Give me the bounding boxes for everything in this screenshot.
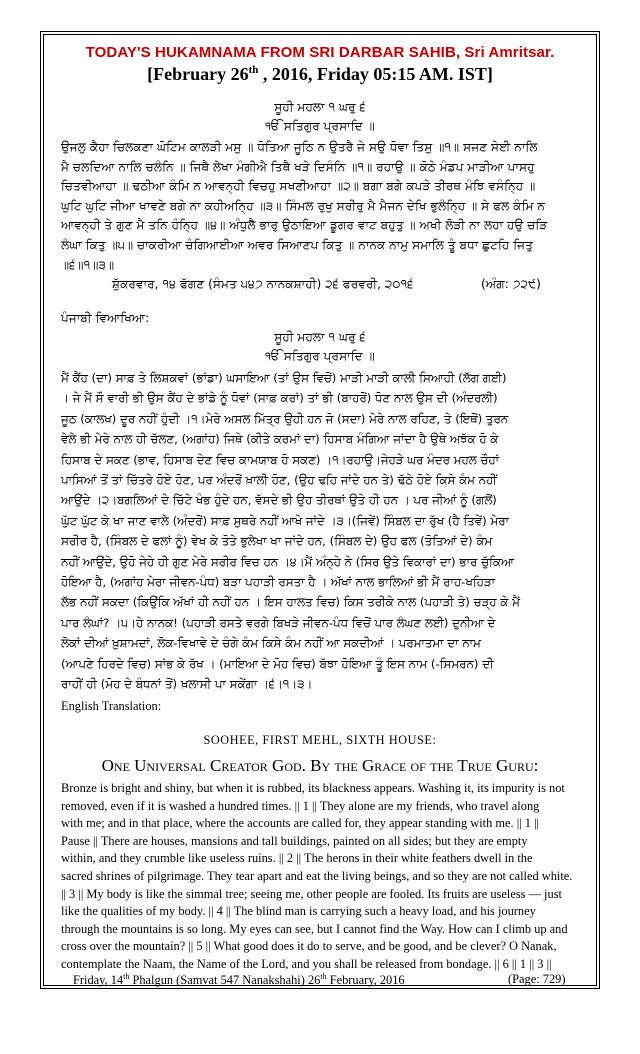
punjabi-line: ਲੋਕਾਂ ਦੀਆਂ ਖ਼ੁਸ਼ਾਮਦਾਂ, ਲੋਕ-ਵਿਖਾਵੇ ਦੇ ਚੰਗੇ ਕੰਮ ਕਿਸੇ ਕੰਮ ਨਹੀਂ ਆ ਸਕਦੀਆਂ । ਪਰਮਾਤਮਾ ਦਾ ਨਾਮ (61, 636, 481, 651)
gurbani-date: ਸ਼ੁੱਕਰਵਾਰ, ੧੪ ਫੱਗਣ (ਸੰਮਤ ੫੪੭ ਨਾਨਕਸ਼ਾਹੀ) ੨੬ ਫਰਵਰੀ, ੨੦੧੬ (112, 277, 414, 291)
english-line: Bronze is bright and shiny, but when it is rubbed, its blackness appears. Washing it, its impurity is not (61, 781, 565, 795)
gurbani-line: ॥੬॥੧॥੩॥ (61, 257, 115, 272)
punjabi-line: ਹਿਸਾਬ ਦੇ ਸਕਣ (ਭਾਵ, ਹਿਸਾਬ ਦੇਣ ਵਿਚ ਕਾਮਯਾਬ ਹੋ ਸਕਣ) ।੧।ਰਹਾਉ।ਜੇਹੜੇ ਘਰ ਮੰਦਰ ਮਹਲ ਚੌਹਾਂ (61, 452, 499, 467)
punjabi-line: ਲੱਭ ਨਹੀਂ ਸਕਦਾ (ਕਿਉਂਕਿ ਅੱਖਾਂ ਹੀ ਨਹੀਂ ਹਨ । ਇਸ ਹਾਲਤ ਵਿਚ) ਕਿਸ ਤਰੀਕੇ ਨਾਲ (ਪਹਾੜੀ ਤੇ) ਚੜ੍ਹ ਕੇ ਮੈਂ (61, 595, 520, 610)
gurbani-raag: ਸੂਹੀ ਮਹਲਾ ੧ ਘਰੁ ੬ (274, 100, 366, 114)
english-line: cross over the mountain? || 5 || What good does it do to serve, and be good, and be clever? O Nanak, (61, 939, 557, 954)
punjabi-line: ਪਾਸਿਆਂ ਤੋਂ ਤਾਂ ਚਿੱਤਰੇ ਹੋਏ ਹੋਣ, ਪਰ ਅੰਦਰੋਂ ਖ਼ਾਲੀ ਹੋਣ, (ਉਹ ਢਹਿ ਜਾਂਦੇ ਹਨ ਤੇ) ਢੱਠੇ ਹੋਏ ਕਿਸੇ ਕੰਮ ਨਹੀਂ (61, 473, 497, 488)
punjabi-line: ਮੈਂ ਕੈਂਹ (ਦਾ) ਸਾਫ਼ ਤੇ ਲਿਸ਼ਕਵਾਂ (ਭਾਂਡਾ) ਘਸਾਇਆ (ਤਾਂ ਉਸ ਵਿਚੋਂ) ਮਾੜੀ ਮਾੜੀ ਕਾਲੀ ਸਿਆਹੀ (ਲੱਗ ਗਈ) (61, 371, 507, 385)
punjabi-text (61, 368, 581, 695)
english-line: sacred shrines of pilgrimage. They tear apart and eat the living beings, and so they are not called white. (61, 868, 573, 883)
punjabi-line: ਨਹੀਂ ਆਉਂਦੇ, ਉਹੋ ਜੇਹੇ ਹੀ ਗੁਣ ਮੇਰੇ ਸਰੀਰ ਵਿਚ ਹਨ ।੪।ਮੈਂ ਅੰਨ੍ਹੇ ਨੇ (ਸਿਰ ਉਤੇ ਵਿਕਾਰਾਂ ਦਾ) ਭਾਰ ਚੁੱਕਿਆ (61, 554, 514, 569)
english-line: removed, even if it is washed a hundred times. || 1 || They alone are my friends, who travel along (61, 798, 540, 813)
punjabi-line: ਹੋਇਆ ਹੈ, (ਅਗਾਂਹ ਮੇਰਾ ਜੀਵਨ-ਪੰਧ) ਬੜਾ ਪਹਾੜੀ ਰਸਤਾ ਹੈ । ਅੱਖਾਂ ਨਾਲ ਭਾਲਿਆਂ ਭੀ ਮੈਂ ਰਾਹ-ਖਹਿੜਾ (61, 575, 495, 590)
english-date: Friday, 14th Phalgun (Samvat 547 Nanakshahi) 26th February, 2016 (73, 972, 405, 988)
english-line: through the mountains is so long. My eyes can see, but I cannot find the Way. How can I climb up and (61, 921, 568, 936)
english-line: Pause || There are houses, mansions and tall buildings, painted on all sides; but they are empty (61, 833, 528, 848)
punjabi-line: ਸਰੀਰ ਹੈ, (ਸਿੰਬਲ ਦੇ ਫਲਾਂ ਨੂੰ) ਵੇਖ ਕੇ ਤੋਤੇ ਭੁਲੇਖਾ ਖਾ ਜਾਂਦੇ ਹਨ, (ਸਿੰਬਲ ਦੇ) ਉਹ ਫਲ (ਤੋਤਿਆਂ ਦੇ) ਕੰਮ (61, 534, 493, 549)
punjabi-line: ਪਾਰ ਲੰਘਾਂ? ।੫।ਹੇ ਨਾਨਕ! (ਪਹਾੜੀ ਰਸਤੇ ਵਰਗੇ ਬਿਖੜੇ ਜੀਵਨ-ਪੰਧ ਵਿਚੋਂ ਪਾਰ ਲੰਘਣ ਲਈ) ਦੁਨੀਆ ਦੇ (61, 615, 496, 630)
punjabi-line: ਰਾਹੀਂ ਹੀ (ਮੋਹ ਦੇ ਬੰਧਨਾਂ ਤੋਂ) ਖ਼ਲਾਸੀ ਪਾ ਸਕੇਂਗਾ ।੬।੧।੩। (61, 677, 313, 692)
gurbani-line: ਮੈ ਚਲਦਿਆ ਨਾਲਿ ਚਲੰਨਿ ॥ ਜਿਥੈ ਲੇਖਾ ਮੰਗੀਐ ਤਿਥੈ ਖੜੇ ਦਿਸੰਨਿ ॥੧॥ ਰਹਾਉ ॥ ਕੋਠੇ ਮੰਡਪ ਮਾੜੀਆ ਪਾਸਹੁ (61, 159, 535, 174)
gurbani-mangal: ੴ ਸਤਿਗੁਰ ਪ੍ਰਸਾਦਿ ॥ (265, 119, 375, 133)
punjabi-heading: ਪੰਜਾਬੀ ਵਿਆਖਿਆ: (61, 311, 150, 325)
gurbani-line: ਘੁਟਿ ਘੁਟਿ ਜੀਆ ਖਾਵਣੇ ਬਗੇ ਨਾ ਕਹੀਅਨ੍ਹਿ ॥੩॥ ਸਿੰਮਲ ਰੁਖੁ ਸਰੀਰੁ ਮੈ ਮੈਜਨ ਦੇਖਿ ਭੁਲੰਨ੍ਹਿ ॥ ਸੇ ਫਲ ਕੰਮਿ ਨ (61, 198, 545, 213)
ang-number: (ਅੰਗ: ੭੨੯) (481, 277, 541, 291)
punjabi-mangal: ੴ ਸਤਿਗੁਰ ਪ੍ਰਸਾਦਿ ॥ (265, 349, 375, 363)
english-text (61, 780, 581, 974)
gurbani-line: ਚਿਤਵੀਆਹਾ ॥ ਢਠੀਆ ਕੰਮਿ ਨ ਆਵਨ੍ਹੀ ਵਿਚਹੁ ਸਖਣੀਆਹਾ ॥੨॥ ਬਗਾ ਬਗੇ ਕਪੜੇ ਤੀਰਥ ਮੰਝਿ ਵਸੰਨ੍ਹਿ ॥ (61, 179, 536, 194)
punjabi-line: ਘੁੱਟ ਘੁੱਟ ਕੇ ਖਾ ਜਾਣ ਵਾਲੇ (ਅੰਦਰੋਂ) ਸਾਫ਼ ਸੁਥਰੇ ਨਹੀਂ ਆਖੇ ਜਾਂਦੇ ।੩।(ਜਿਵੇਂ) ਸਿੰਬਲ ਦਾ ਰੁੱਖ (ਹੈ ਤਿਵੇਂ) ਮੇਰਾ (61, 513, 509, 528)
english-line: like the qualities of my body. || 4 || The blind man is carrying such a heavy load, and his journey (61, 904, 536, 919)
english-line: within, and they crumble like useless ruins. || 2 || The herons in their white feathers dwell in the (61, 851, 533, 866)
english-heading: English Translation: (61, 699, 162, 713)
punjabi-line: ਵੇਲੇ ਭੀ ਮੇਰੇ ਨਾਲ ਹੀ ਚੱਲਣ, (ਅਗਾਂਹ) ਜਿਥੇ (ਕੀਤੇ ਕਰਮਾਂ ਦਾ) ਹਿਸਾਬ ਮੰਗਿਆ ਜਾਂਦਾ ਹੈ ਉਥੇ ਅਝੱਕ ਹੋ ਕੇ (61, 432, 499, 447)
punjabi-line: । ਜੇ ਮੈਂ ਸੌ ਵਾਰੀ ਭੀ ਉਸ ਕੈਂਹ ਦੇ ਭਾਂਡੇ ਨੂੰ ਧੋਵਾਂ (ਸਾਫ਼ ਕਰਾਂ) ਤਾਂ ਭੀ (ਬਾਹਰੋਂ) ਧੋਣ ਨਾਲ ਉਸ ਦੀ (ਅੰਦਰਲੀ) (61, 391, 498, 406)
english-mool-mantar: One Universal Creator God. By the Grace of the True Guru: (101, 756, 539, 775)
punjabi-line: (ਆਪਣੇ ਹਿਰਦੇ ਵਿਚ) ਸਾਂਭ ਕੇ ਰੱਖ । (ਮਾਇਆ ਦੇ ਮੋਹ ਵਿਚ) ਬੱਝਾ ਹੋਇਆ ਤੂੰ ਇਸ ਨਾਮ (-ਸਿਮਰਨ) ਦੀ (61, 656, 494, 671)
gurbani-text (61, 138, 581, 275)
gurbani-line: ਲੰਘਾ ਕਿਤੁ ॥੫॥ ਚਾਕਰੀਆ ਚੰਗਿਆਈਆ ਅਵਰ ਸਿਆਣਪ ਕਿਤੁ ॥ ਨਾਨਕ ਨਾਮੁ ਸਮਾਲਿ ਤੂੰ ਬਧਾ ਛੁਟਹਿ ਜਿਤੁ (61, 237, 533, 252)
page-title: TODAY'S HUKAMNAMA FROM SRI DARBAR SAHIB, Sri Amritsar. (85, 44, 555, 61)
english-subheading: SOOHEE, FIRST MEHL, SIXTH HOUSE: (203, 733, 437, 747)
punjabi-line: ਆਉਂਦੇ ।੨।ਬਗਲਿਆਂ ਦੇ ਚਿੱਟੇ ਖੰਭ ਹੁੰਦੇ ਹਨ, ਵੱਸਦੇ ਭੀ ਉਹ ਤੀਰਥਾਂ ਉਤੇ ਹੀ ਹਨ । ਪਰ ਜੀਆਂ ਨੂੰ (ਗਲੋਂ) (61, 493, 497, 508)
page-number: (Page: 729) (508, 972, 566, 986)
gurbani-line: ਉਜਲੁ ਕੈਹਾ ਚਿਲਕਣਾ ਘੋਟਿਮ ਕਾਲੜੀ ਮਸੁ ॥ ਧੋਤਿਆ ਜੂਠਿ ਨ ਉਤਰੈ ਜੇ ਸਉ ਧੋਵਾ ਤਿਸੁ ॥੧॥ ਸਜਣ ਸੇਈ ਨਾਲਿ (61, 140, 538, 154)
punjabi-raag: ਸੂਹੀ ਮਹਲਾ ੧ ਘਰੁ ੬ (274, 330, 366, 344)
english-line: with me; and in that place, where the accounts are called for, they appear standing with me. || 1 || (61, 816, 540, 831)
english-line: || 3 || My body is like the simmal tree; seeing me, other people are fooled. Its fruits are useless — just (61, 886, 562, 901)
punjabi-line: ਜੂਠ (ਕਾਲਖ) ਦੂਰ ਨਹੀਂ ਹੁੰਦੀ ।੧।ਮੇਰੇ ਅਸਲ ਮਿੱਤ੍ਰ ਉਹੀ ਹਨ ਜੋ (ਸਦਾ) ਮੇਰੇ ਨਾਲ ਰਹਿਣ, ਤੇ (ਇਥੋਂ) ਤੁਰਨ (61, 411, 509, 426)
english-line: contemplate the Naam, the Name of the Lord, and you shall be released from bondage. || 6 || 1 || 3 || (61, 956, 552, 971)
gurbani-line: ਆਵਨ੍ਹੀ ਤੇ ਗੁਣ ਮੈ ਤਨਿ ਹੰਨ੍ਹਿ ॥੪॥ ਅੰਧੁਲੈ ਭਾਰੁ ਉਠਾਇਆ ਡੂਗਰ ਵਾਟ ਬਹੁਤੁ ॥ ਅਖੀ ਲੋੜੀ ਨਾ ਲਹਾ ਹਉ ਚੜਿ (61, 218, 548, 233)
date-header: [February 26th , 2016, Friday 05:15 AM. IST] (147, 64, 493, 84)
